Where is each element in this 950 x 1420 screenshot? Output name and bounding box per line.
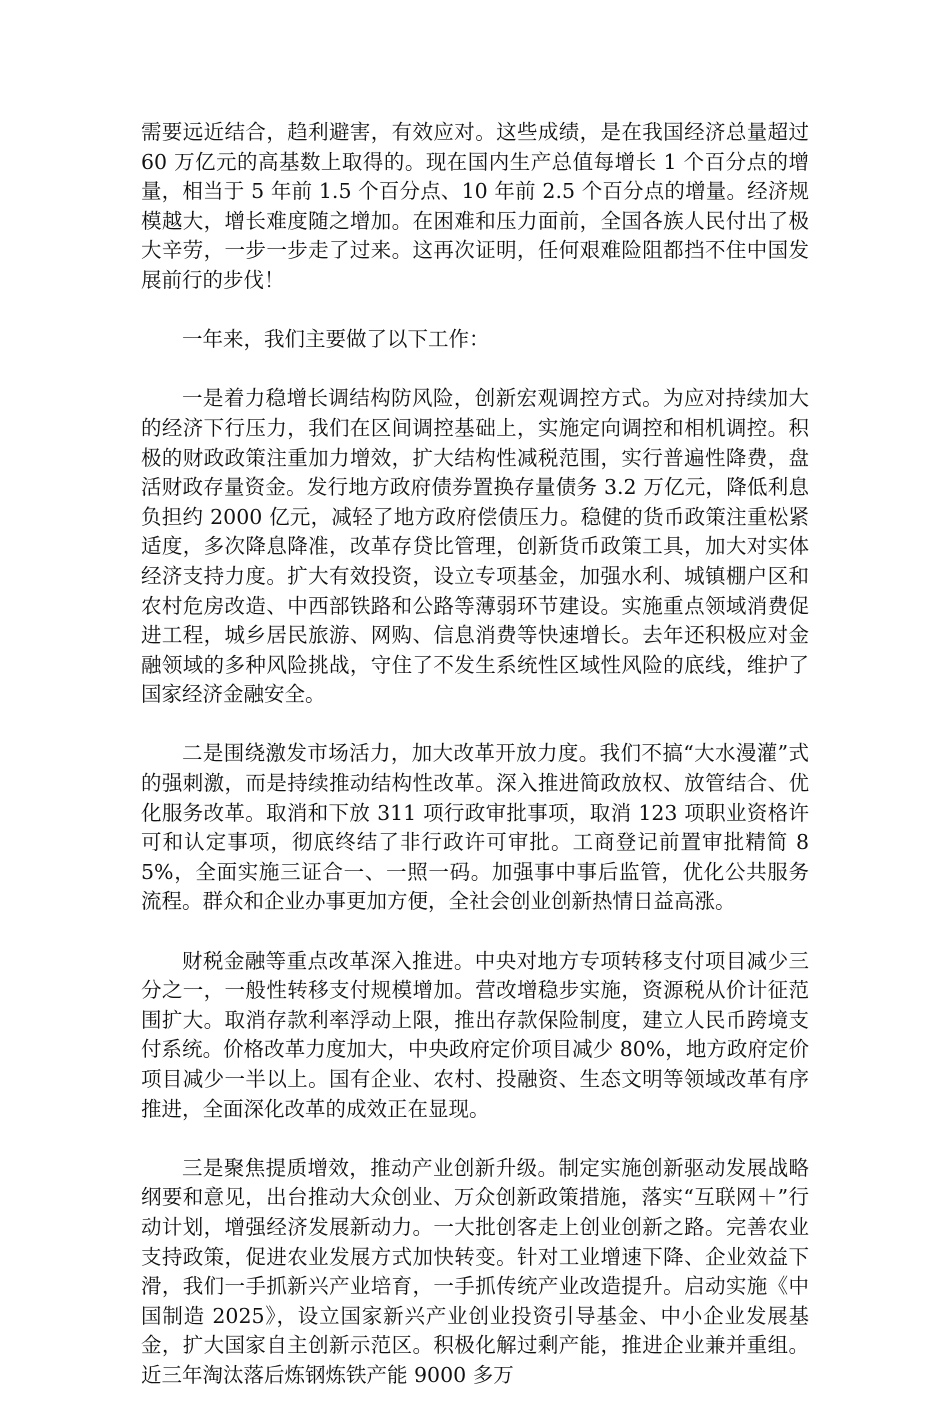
paragraph-industry-upgrade: 三是聚焦提质增效，推动产业创新升级。制定实施创新驱动发展战略纲要和意见，出台推动大众创业、万众创新政策措施，落实“互联网＋”行动计划，增强经济发展新动力。一大批创客走上创业创新之路。完善农业支持政策，促进农业发展方式加快转变。针对工业增速下降、企业效益下滑，我们一手抓新兴产业培育，一手抓传统产业改造提升。启动实施《中国制造 2025》，设立国家新兴产业创业投资引导基金、中小企业发展基金，扩大国家自主创新示范区。积极化解过剩产能，推进企业兼并重组。近三年淘汰落后炼钢炼铁产能 9000 多万: [141, 1155, 809, 1387]
document-page: [141, 118, 809, 1420]
paragraph-achievements: 需要远近结合，趋利避害，有效应对。这些成绩，是在我国经济总量超过 60 万亿元的高基数上取得的。现在国内生产总值每增长 1 个百分点的增量，相当于 5 年前 1.5 个百分点、10 年前 2.5 个百分点的增量。经济规模越大，增长难度随之增加。在困难和压力面前，全国各族人民付出了极大辛劳，一步一步走了过来。这再次证明，任何艰难险阻都挡不住中国发展前行的步伐！: [141, 120, 809, 292]
paragraph-reform-opening: 二是围绕激发市场活力，加大改革开放力度。我们不搞“大水漫灌”式的强刺激，而是持续推动结构性改革。深入推进简政放权、放管结合、优化服务改革。取消和下放 311 项行政审批事项，取消 123 项职业资格许可和认定事项，彻底终结了非行政许可审批。工商登记前置审批精简 85%，全面实施三证合一、一照一码。加强事中事后监管，优化公共服务流程。群众和企业办事更加方便，全社会创业创新热情日益高涨。: [141, 741, 809, 914]
paragraph-macro-control: 一是着力稳增长调结构防风险，创新宏观调控方式。为应对持续加大的经济下行压力，我们在区间调控基础上，实施定向调控和相机调控。积极的财政政策注重加力增效，扩大结构性减税范围，实行普遍性降费，盘活财政存量资金。发行地方政府债券置换存量债务 3.2 万亿元，降低利息负担约 2000 亿元，减轻了地方政府偿债压力。稳健的货币政策注重松紧适度，多次降息降准，改革存贷比管理，创新货币政策工具，加大对实体经济支持力度。扩大有效投资，设立专项基金，加强水利、城镇棚户区和农村危房改造、中西部铁路和公路等薄弱环节建设。实施重点领域消费促进工程，城乡居民旅游、网购、信息消费等快速增长。去年还积极应对金融领域的多种风险挑战，守住了不发生系统性区域性风险的底线，维护了国家经济金融安全。: [141, 386, 809, 707]
paragraph-fiscal-finance-reform: 财税金融等重点改革深入推进。中央对地方专项转移支付项目减少三分之一，一般性转移支付规模增加。营改增稳步实施，资源税从价计征范围扩大。取消存款利率浮动上限，推出存款保险制度，建立人民币跨境支付系统。价格改革力度加大，中央政府定价项目减少 80%，地方政府定价项目减少一半以上。国有企业、农村、投融资、生态文明等领域改革有序推进，全面深化改革的成效正在显现。: [141, 948, 809, 1121]
paragraph-work-intro: 一年来，我们主要做了以下工作：: [182, 327, 490, 352]
